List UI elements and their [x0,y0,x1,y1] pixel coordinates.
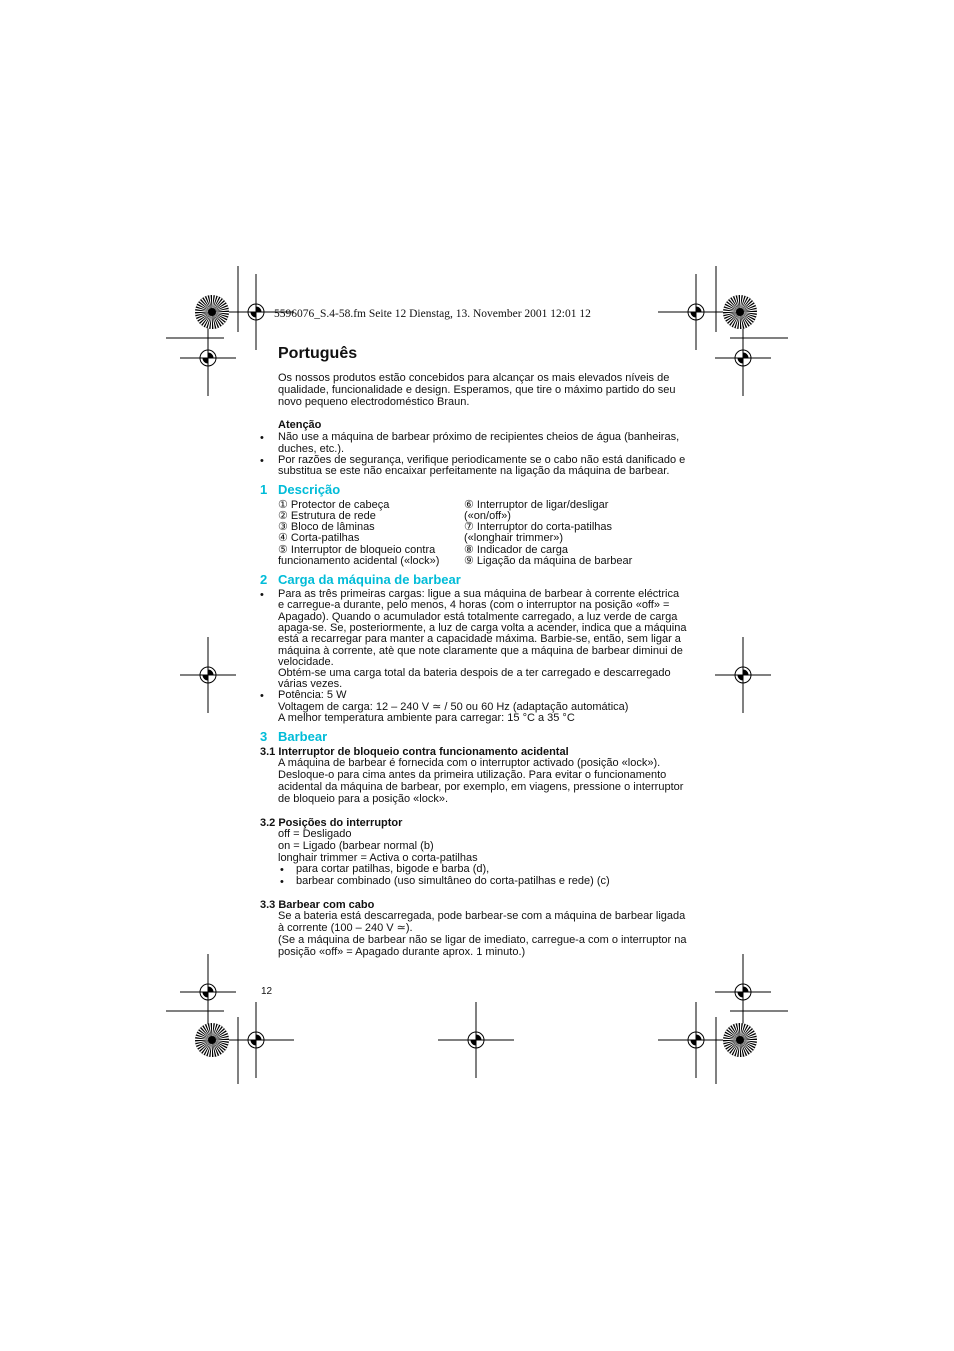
part-item: ⑦ Interruptor do corta-patilhas [464,521,613,533]
part-item: («longhair trimmer») [464,532,564,544]
part-item: ⑧ Indicador de carga [464,544,569,556]
attention-line: substitua se este não encaixar perfeitamente na ligação da máquina de barbear. [278,465,670,477]
section-title: Barbear [278,729,328,744]
part-item: («on/off») [464,510,511,522]
bullet: • [260,432,264,444]
page-number: 12 [261,986,273,997]
bullet: • [260,589,264,601]
section-number: 2 [260,572,268,587]
part-item: ⑨ Ligação da máquina de barbear [464,555,633,567]
part-item: ⑤ Interruptor de bloqueio contra [278,544,436,556]
charge-line: Voltagem de carga: 12 – 240 V ≃ / 50 ou 60 Hz (adaptação automática) [278,701,629,713]
subsection-title: 3.2 Posições do interruptor [260,817,403,829]
starburst-mark [723,1023,757,1057]
starburst-mark [195,1023,229,1057]
attention-line: Por razões de segurança, verifique periodicamente se o cabo não está danificado e [278,454,686,466]
attention-line: Não use a máquina de barbear próximo de recipientes cheios de água (banheiras, [278,431,680,443]
cable-line: posição «off» = Apagado durante aprox. 1 minuto.) [278,946,526,958]
intro-line-1: Os nossos produtos estão concebidos para alcançar os mais elevados níveis de [278,372,670,384]
starburst-mark [195,295,229,329]
part-item: ② Estrutura de rede [278,510,376,522]
section-title: Carga da máquina de barbear [278,572,461,587]
part-item: ① Protector de cabeça [278,499,390,511]
charge-line: e carregue-a durante, pelo menos, 4 horas (com o interruptor na posição «off» = [278,599,670,611]
bullet: • [280,864,284,876]
cable-line: Se a bateria está descarregada, pode barbear-se com a máquina de barbear ligada [278,910,686,922]
shave-line: acidental da máquina de barbear, por exemplo, em viagens, pressione o interruptor [278,781,684,793]
charge-line: várias vezes. [278,678,343,690]
charge-line: está a recarregar para manter a capacidade máxima. Barbie-se, então, sem ligar a [278,633,681,645]
charge-line: Obtém-se uma carga total da bateria despois de a ter carregado e descarregado [278,667,671,679]
cable-line: (Se a máquina de barbear não se ligar de imediato, carregue-a com o interruptor na [278,934,687,946]
part-item: ⑥ Interruptor de ligar/desligar [464,499,609,511]
subsection-title: 3.1 Interruptor de bloqueio contra funcionamento acidental [260,746,569,758]
subsection-title: 3.3 Barbear com cabo [260,899,375,911]
starburst-mark [723,295,757,329]
charge-line: Potência: 5 W [278,689,347,701]
switch-line: barbear combinado (uso simultâneo do corta-patilhas e rede) (c) [296,875,610,887]
part-item: ③ Bloco de lâminas [278,521,375,533]
section-heading-barbear [260,729,327,744]
section-heading-descricao [260,482,340,497]
section-number: 1 [260,482,268,497]
shave-line: Desloque-o para cima antes da primeira utilização. Para evitar o funcionamento [278,769,667,781]
shave-line: de bloqueio para a posição «lock». [278,793,449,805]
file-info-header: 5596076_S.4-58.fm Seite 12 Dienstag, 13. November 2001 12:01 12 [274,308,591,320]
charge-line: Apagado). Quando o acumulador está totalmente carregado, a luz verde de carga [278,611,678,623]
charge-line: velocidade. [278,656,334,668]
bullet: • [260,690,264,702]
page-title: Português [278,345,358,362]
switch-line: longhair trimmer = Activa o corta-patilhas [278,852,478,864]
switch-line: para cortar patilhas, bigode e barba (d), [296,863,490,875]
shave-line: A máquina de barbear é fornecida com o interruptor activado (posição «lock»). [278,757,661,769]
charge-line: Para as três primeiras cargas: ligue a sua máquina de barbear à corrente eléctrica [278,588,680,600]
attention-line: duches, etc.). [278,443,345,455]
charge-line: A melhor temperatura ambiente para carregar: 15 °C a 35 °C [278,712,575,724]
bullet: • [260,455,264,467]
section-title: Descrição [278,482,341,497]
intro-line-2: qualidade, funcionalidade e design. Esperamos, que tire o máximo partido do seu [278,384,676,396]
part-item: funcionamento acidental («lock») [278,555,440,567]
switch-line: on = Ligado (barbear normal (b) [278,840,434,852]
intro-line-3: novo pequeno electrodoméstico Braun. [278,396,470,408]
switch-line: off = Desligado [278,828,352,840]
part-item: ④ Corta-patilhas [278,532,360,544]
bullet: • [280,876,284,888]
attention-label: Atenção [278,419,322,431]
charge-line: máquina à corrente, atè que note claramente que a máquina de barbear diminui de [278,645,683,657]
section-number: 3 [260,729,268,744]
cable-line: à corrente (100 – 240 V ≃). [278,922,413,934]
section-heading-carga [260,572,461,587]
charge-line: apaga-se. Se, posteriormente, a luz de carga volta a acender, indica que a máquina [278,622,687,634]
